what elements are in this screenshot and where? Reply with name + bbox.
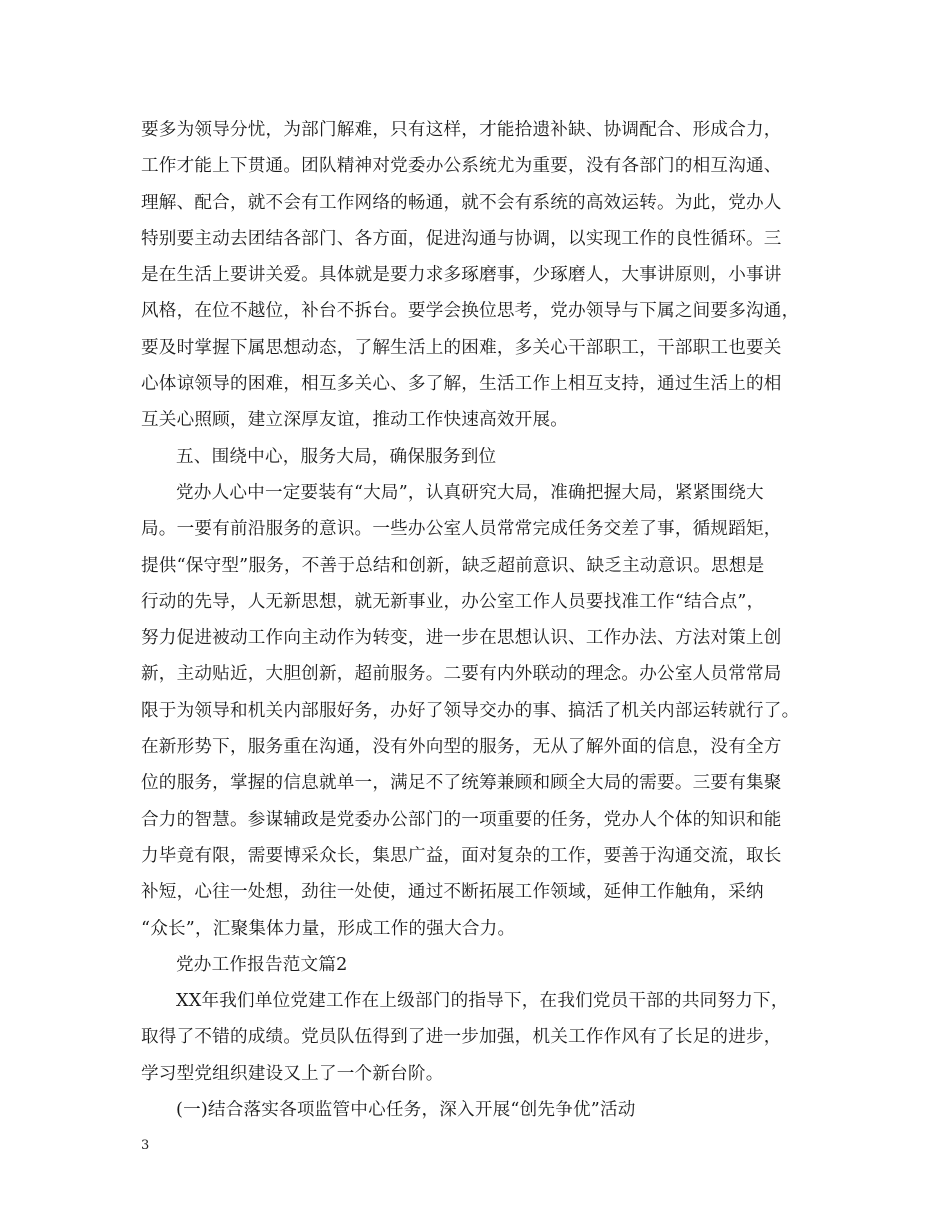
text-line: 局。一要有前沿服务的意识。一些办公室人员常常完成任务交差了事，循规蹈矩， — [141, 519, 782, 540]
section-heading: 党办工作报告范文篇2 — [176, 954, 348, 975]
text-line: 是在生活上要讲关爱。具体就是要力求多琢磨事，少琢磨人，大事讲原则，小事讲 — [141, 265, 782, 286]
text-line: 特别要主动去团结各部门、各方面，促进沟通与协调，以实现工作的良性循环。三 — [141, 228, 782, 249]
text-line: 风格，在位不越位，补台不拆台。要学会换位思考，党办领导与下属之间要多沟通， — [141, 301, 800, 322]
body-text — [141, 112, 831, 1128]
text-line: 合力的智慧。参谋辅政是党委办公部门的一项重要的任务，党办人个体的知识和能 — [141, 809, 782, 830]
text-line: 党办人心中一定要装有“大局”，认真研究大局，准确把握大局，紧紧围绕大 — [176, 482, 764, 503]
text-line: 补短，心往一处想，劲往一处使，通过不断拓展工作领域，延伸工作触角，采纳 — [141, 882, 764, 903]
section-heading: 五、围绕中心，服务大局，确保服务到位 — [176, 446, 497, 467]
text-line: XX年我们单位党建工作在上级部门的指导下，在我们党员干部的共同努力下， — [176, 991, 789, 1012]
text-line: 学习型党组织建设又上了一个新台阶。 — [141, 1063, 444, 1084]
text-line: 取得了不错的成绩。党员队伍得到了进一步加强，机关工作作风有了长足的进步， — [141, 1027, 782, 1048]
text-line: 要及时掌握下属思想动态，了解生活上的困难，多关心干部职工，干部职工也要关 — [141, 337, 782, 358]
text-line: 位的服务，掌握的信息就单一，满足不了统筹兼顾和顾全大局的需要。三要有集聚 — [141, 773, 782, 794]
text-line: 在新形势下，服务重在沟通，没有外向型的服务，无从了解外面的信息，没有全方 — [141, 737, 782, 758]
text-line: 工作才能上下贯通。团队精神对党委办公系统尤为重要，没有各部门的相互沟通、 — [141, 156, 782, 177]
section-heading: (一)结合落实各项监管中心任务，深入开展“创先争优”活动 — [176, 1100, 636, 1121]
text-line: 行动的先导，人无新思想，就无新事业，办公室工作人员要找准工作“结合点”， — [141, 591, 765, 612]
text-line: 心体谅领导的困难，相互多关心、多了解，生活工作上相互支持，通过生活上的相 — [141, 374, 782, 395]
text-line: 提供“保守型”服务，不善于总结和创新，缺乏超前意识、缺乏主动意识。思想是 — [141, 555, 765, 576]
text-line: 互关心照顾，建立深厚友谊，推动工作快速高效开展。 — [141, 410, 569, 431]
text-line: “众长”，汇聚集体力量，形成工作的强大合力。 — [141, 918, 516, 939]
text-line: 限于为领导和机关内部服好务，办好了领导交办的事、搞活了机关内部运转就行了。 — [141, 700, 800, 721]
text-line: 力毕竟有限，需要博采众长，集思广益，面对复杂的工作，要善于沟通交流，取长 — [141, 845, 782, 866]
page-number: 3 — [141, 1138, 150, 1153]
text-line: 要多为领导分忧，为部门解难，只有这样，才能拾遗补缺、协调配合、形成合力， — [141, 120, 782, 140]
text-line: 新，主动贴近，大胆创新，超前服务。二要有内外联动的理念。办公室人员常常局 — [141, 664, 782, 685]
text-line: 理解、配合，就不会有工作网络的畅通，就不会有系统的高效运转。为此，党办人 — [141, 192, 782, 213]
text-line: 努力促进被动工作向主动作为转变，进一步在思想认识、工作办法、方法对策上创 — [141, 628, 782, 649]
